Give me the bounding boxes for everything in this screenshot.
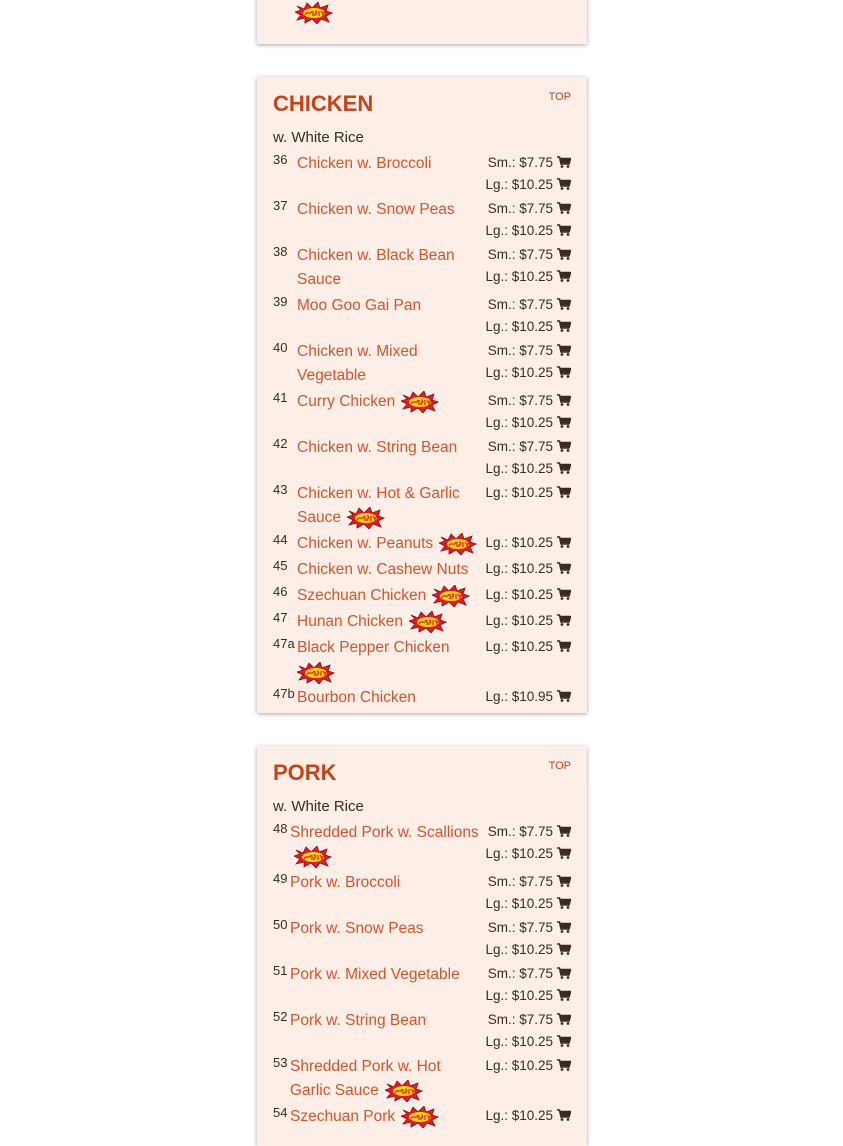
- shopping-cart-icon[interactable]: [557, 317, 571, 329]
- price-text: Sm.: $7.75: [487, 439, 553, 454]
- item-number: 39: [273, 294, 288, 309]
- price-text: Lg.: $10.25: [485, 177, 553, 192]
- item-number: 38: [273, 244, 288, 259]
- item-number: 44: [273, 532, 288, 547]
- price-text: Lg.: $10.25: [485, 485, 553, 500]
- item-name-link[interactable]: Szechuan Chicken: [297, 587, 427, 604]
- large-price[interactable]: [485, 985, 571, 1007]
- item-number: 48: [273, 821, 288, 836]
- price-text: Lg.: $10.25: [485, 461, 553, 476]
- shopping-cart-icon[interactable]: [557, 872, 571, 884]
- item-name-link[interactable]: Chicken w. Broccoli: [297, 155, 432, 172]
- item-name-link[interactable]: Bourbon Chicken: [297, 689, 416, 706]
- item-prices: [485, 1009, 571, 1053]
- price-text: Lg.: $10.25: [485, 988, 553, 1003]
- shopping-cart-icon[interactable]: [557, 822, 571, 834]
- item-number: 40: [273, 340, 288, 355]
- price-text: Lg.: $10.25: [485, 319, 553, 334]
- large-price[interactable]: [485, 220, 571, 242]
- price-text: Sm.: $7.75: [487, 201, 553, 216]
- item-name-link[interactable]: Black Pepper Chicken: [297, 639, 450, 656]
- item-name-link[interactable]: Curry Chicken: [297, 393, 396, 410]
- spicy-badge-icon: [295, 2, 333, 24]
- shopping-cart-icon[interactable]: [557, 1106, 571, 1118]
- price-text: Lg.: $10.25: [485, 561, 553, 576]
- section-title: PORK: [273, 760, 337, 785]
- price-text: Lg.: $10.25: [485, 415, 553, 430]
- small-price[interactable]: [485, 390, 571, 412]
- section-title: CHICKEN: [273, 91, 374, 116]
- shopping-cart-icon[interactable]: [557, 363, 571, 375]
- item-name-link[interactable]: Chicken w. Snow Peas: [297, 201, 455, 218]
- shopping-cart-icon[interactable]: [557, 637, 571, 649]
- large-price[interactable]: [485, 893, 571, 915]
- item-name-link[interactable]: Chicken w. Black Bean Sauce: [297, 247, 455, 288]
- price-text: Lg.: $10.25: [485, 846, 553, 861]
- shopping-cart-icon[interactable]: [557, 1032, 571, 1044]
- shopping-cart-icon[interactable]: [557, 391, 571, 403]
- item-name-link[interactable]: Szechuan Pork: [290, 1108, 396, 1125]
- large-price[interactable]: [485, 584, 571, 606]
- large-price[interactable]: [485, 482, 571, 504]
- item-number: 47a: [273, 636, 295, 651]
- shopping-cart-icon[interactable]: [557, 413, 571, 425]
- shopping-cart-icon[interactable]: [557, 533, 571, 545]
- item-prices: [485, 152, 571, 196]
- shopping-cart-icon[interactable]: [557, 986, 571, 998]
- price-text: Sm.: $7.75: [487, 393, 553, 408]
- small-price[interactable]: [485, 340, 571, 362]
- item-number: 47: [273, 610, 288, 625]
- shopping-cart-icon[interactable]: [557, 153, 571, 165]
- shopping-cart-icon[interactable]: [557, 199, 571, 211]
- shopping-cart-icon[interactable]: [557, 918, 571, 930]
- large-price[interactable]: [485, 558, 571, 580]
- shopping-cart-icon[interactable]: [557, 585, 571, 597]
- item-prices: [485, 436, 571, 480]
- large-price[interactable]: [485, 1031, 571, 1053]
- shopping-cart-icon[interactable]: [557, 687, 571, 699]
- spicy-badge-icon: [385, 1080, 423, 1102]
- spicy-badge-icon: [432, 585, 470, 607]
- item-prices: [485, 871, 571, 915]
- item-name-link[interactable]: Shredded Pork w. Hot Garlic Sauce: [290, 1058, 441, 1099]
- price-text: Lg.: $10.25: [485, 613, 553, 628]
- small-price[interactable]: [485, 821, 571, 843]
- shopping-cart-icon[interactable]: [557, 295, 571, 307]
- shopping-cart-icon[interactable]: [557, 1010, 571, 1022]
- shopping-cart-icon[interactable]: [557, 221, 571, 233]
- price-text: Sm.: $7.75: [487, 297, 553, 312]
- spicy-badge-icon: [401, 391, 439, 413]
- shopping-cart-icon[interactable]: [557, 940, 571, 952]
- item-number: 45: [273, 558, 288, 573]
- price-text: Lg.: $10.25: [485, 1108, 553, 1123]
- item-prices: [485, 244, 571, 288]
- small-price[interactable]: [485, 871, 571, 893]
- price-text: Sm.: $7.75: [487, 247, 553, 262]
- item-name-link[interactable]: Pork w. String Bean: [290, 1012, 427, 1029]
- spicy-badge-icon: [347, 507, 385, 529]
- item-number: 51: [273, 963, 288, 978]
- large-price[interactable]: [485, 458, 571, 480]
- item-number: 43: [273, 482, 288, 497]
- price-text: Lg.: $10.25: [485, 1058, 553, 1073]
- menu-card-previous: [257, 0, 587, 44]
- large-price[interactable]: [485, 266, 571, 288]
- shopping-cart-icon[interactable]: [557, 894, 571, 906]
- shopping-cart-icon[interactable]: [557, 267, 571, 279]
- item-prices: [485, 821, 571, 865]
- small-price[interactable]: [485, 963, 571, 985]
- large-price[interactable]: [485, 610, 571, 632]
- menu-section-chicken: [257, 77, 587, 713]
- item-number: 41: [273, 390, 288, 405]
- item-prices: [485, 917, 571, 961]
- large-price[interactable]: [485, 939, 571, 961]
- item-prices: [485, 390, 571, 434]
- item-name-link[interactable]: Chicken w. Peanuts: [297, 535, 434, 552]
- price-text: Lg.: $10.25: [485, 223, 553, 238]
- shopping-cart-icon[interactable]: [557, 437, 571, 449]
- item-prices: [485, 1055, 571, 1077]
- shopping-cart-icon[interactable]: [557, 483, 571, 495]
- spicy-badge-icon: [294, 846, 332, 868]
- large-price[interactable]: [485, 843, 571, 865]
- item-name-link[interactable]: Pork w. Broccoli: [290, 874, 401, 891]
- shopping-cart-icon[interactable]: [557, 559, 571, 571]
- item-prices: [485, 610, 571, 632]
- large-price[interactable]: [485, 686, 571, 708]
- spicy-badge-icon: [401, 1106, 439, 1128]
- item-name-link[interactable]: Pork w. Snow Peas: [290, 920, 424, 937]
- shopping-cart-icon[interactable]: [557, 175, 571, 187]
- spicy-badge-icon: [409, 611, 447, 633]
- item-prices: [485, 198, 571, 242]
- item-name-link[interactable]: Chicken w. Mixed Vegetable: [297, 343, 418, 384]
- item-prices: [485, 1105, 571, 1127]
- small-price[interactable]: [485, 1009, 571, 1031]
- item-number: 54: [273, 1105, 288, 1120]
- large-price[interactable]: [485, 1055, 571, 1077]
- large-price[interactable]: [485, 636, 571, 658]
- spicy-badge-icon: [297, 662, 335, 684]
- small-price[interactable]: [485, 152, 571, 174]
- item-number: 49: [273, 871, 288, 886]
- item-name-link[interactable]: Chicken w. Hot & Garlic Sauce: [297, 485, 460, 526]
- large-price[interactable]: [485, 532, 571, 554]
- price-text: Lg.: $10.25: [485, 1034, 553, 1049]
- shopping-cart-icon[interactable]: [557, 964, 571, 976]
- back-to-top-link[interactable]: TOP: [548, 91, 571, 103]
- shopping-cart-icon[interactable]: [557, 459, 571, 471]
- item-name-link[interactable]: Pork w. Mixed Vegetable: [290, 966, 460, 983]
- item-prices: [485, 963, 571, 1007]
- price-text: Sm.: $7.75: [487, 874, 553, 889]
- item-name-link[interactable]: Chicken w. Cashew Nuts: [297, 561, 469, 578]
- shopping-cart-icon[interactable]: [557, 245, 571, 257]
- price-text: Lg.: $10.25: [485, 639, 553, 654]
- item-name-link[interactable]: Hunan Chicken: [297, 613, 403, 630]
- item-prices: [485, 584, 571, 606]
- section-subtitle: w. White Rice: [273, 129, 364, 146]
- item-number: 42: [273, 436, 288, 451]
- item-number: 36: [273, 152, 288, 167]
- large-price[interactable]: [485, 362, 571, 384]
- price-text: Lg.: $10.25: [485, 365, 553, 380]
- small-price[interactable]: [485, 244, 571, 266]
- price-text: Sm.: $7.75: [487, 966, 553, 981]
- small-price[interactable]: [485, 917, 571, 939]
- item-prices: [485, 482, 571, 504]
- large-price[interactable]: [485, 174, 571, 196]
- item-prices: [485, 558, 571, 580]
- item-prices: [485, 686, 571, 708]
- shopping-cart-icon[interactable]: [557, 844, 571, 856]
- item-number: 46: [273, 584, 288, 599]
- price-text: Lg.: $10.25: [485, 896, 553, 911]
- price-text: Lg.: $10.25: [485, 535, 553, 550]
- back-to-top-link[interactable]: TOP: [548, 760, 571, 772]
- item-name-link[interactable]: Chicken w. String Bean: [297, 439, 458, 456]
- price-text: Sm.: $7.75: [487, 920, 553, 935]
- large-price[interactable]: [485, 412, 571, 434]
- small-price[interactable]: [485, 198, 571, 220]
- shopping-cart-icon[interactable]: [557, 611, 571, 623]
- item-number: 53: [273, 1055, 288, 1070]
- item-number: 47b: [273, 686, 295, 701]
- item-number: 37: [273, 198, 288, 213]
- section-subtitle: w. White Rice: [273, 798, 364, 815]
- item-number: 50: [273, 917, 288, 932]
- large-price[interactable]: [485, 1105, 571, 1127]
- shopping-cart-icon[interactable]: [557, 1056, 571, 1068]
- price-text: Lg.: $10.25: [485, 587, 553, 602]
- price-text: Lg.: $10.95: [485, 689, 553, 704]
- price-text: Sm.: $7.75: [487, 343, 553, 358]
- small-price[interactable]: [485, 436, 571, 458]
- item-prices: [485, 636, 571, 658]
- item-number: 52: [273, 1009, 288, 1024]
- item-prices: [485, 340, 571, 384]
- item-prices: [485, 532, 571, 554]
- item-name-link[interactable]: Moo Goo Gai Pan: [297, 297, 422, 314]
- price-text: Sm.: $7.75: [487, 1012, 553, 1027]
- price-text: Sm.: $7.75: [487, 824, 553, 839]
- price-text: Lg.: $10.25: [485, 269, 553, 284]
- menu-section-pork: [257, 746, 587, 1146]
- large-price[interactable]: [485, 316, 571, 338]
- small-price[interactable]: [485, 294, 571, 316]
- price-text: Sm.: $7.75: [487, 155, 553, 170]
- spicy-badge-icon: [439, 533, 477, 555]
- item-prices: [485, 294, 571, 338]
- price-text: Lg.: $10.25: [485, 942, 553, 957]
- item-name-link[interactable]: Shredded Pork w. Scallions: [290, 824, 479, 841]
- shopping-cart-icon[interactable]: [557, 341, 571, 353]
